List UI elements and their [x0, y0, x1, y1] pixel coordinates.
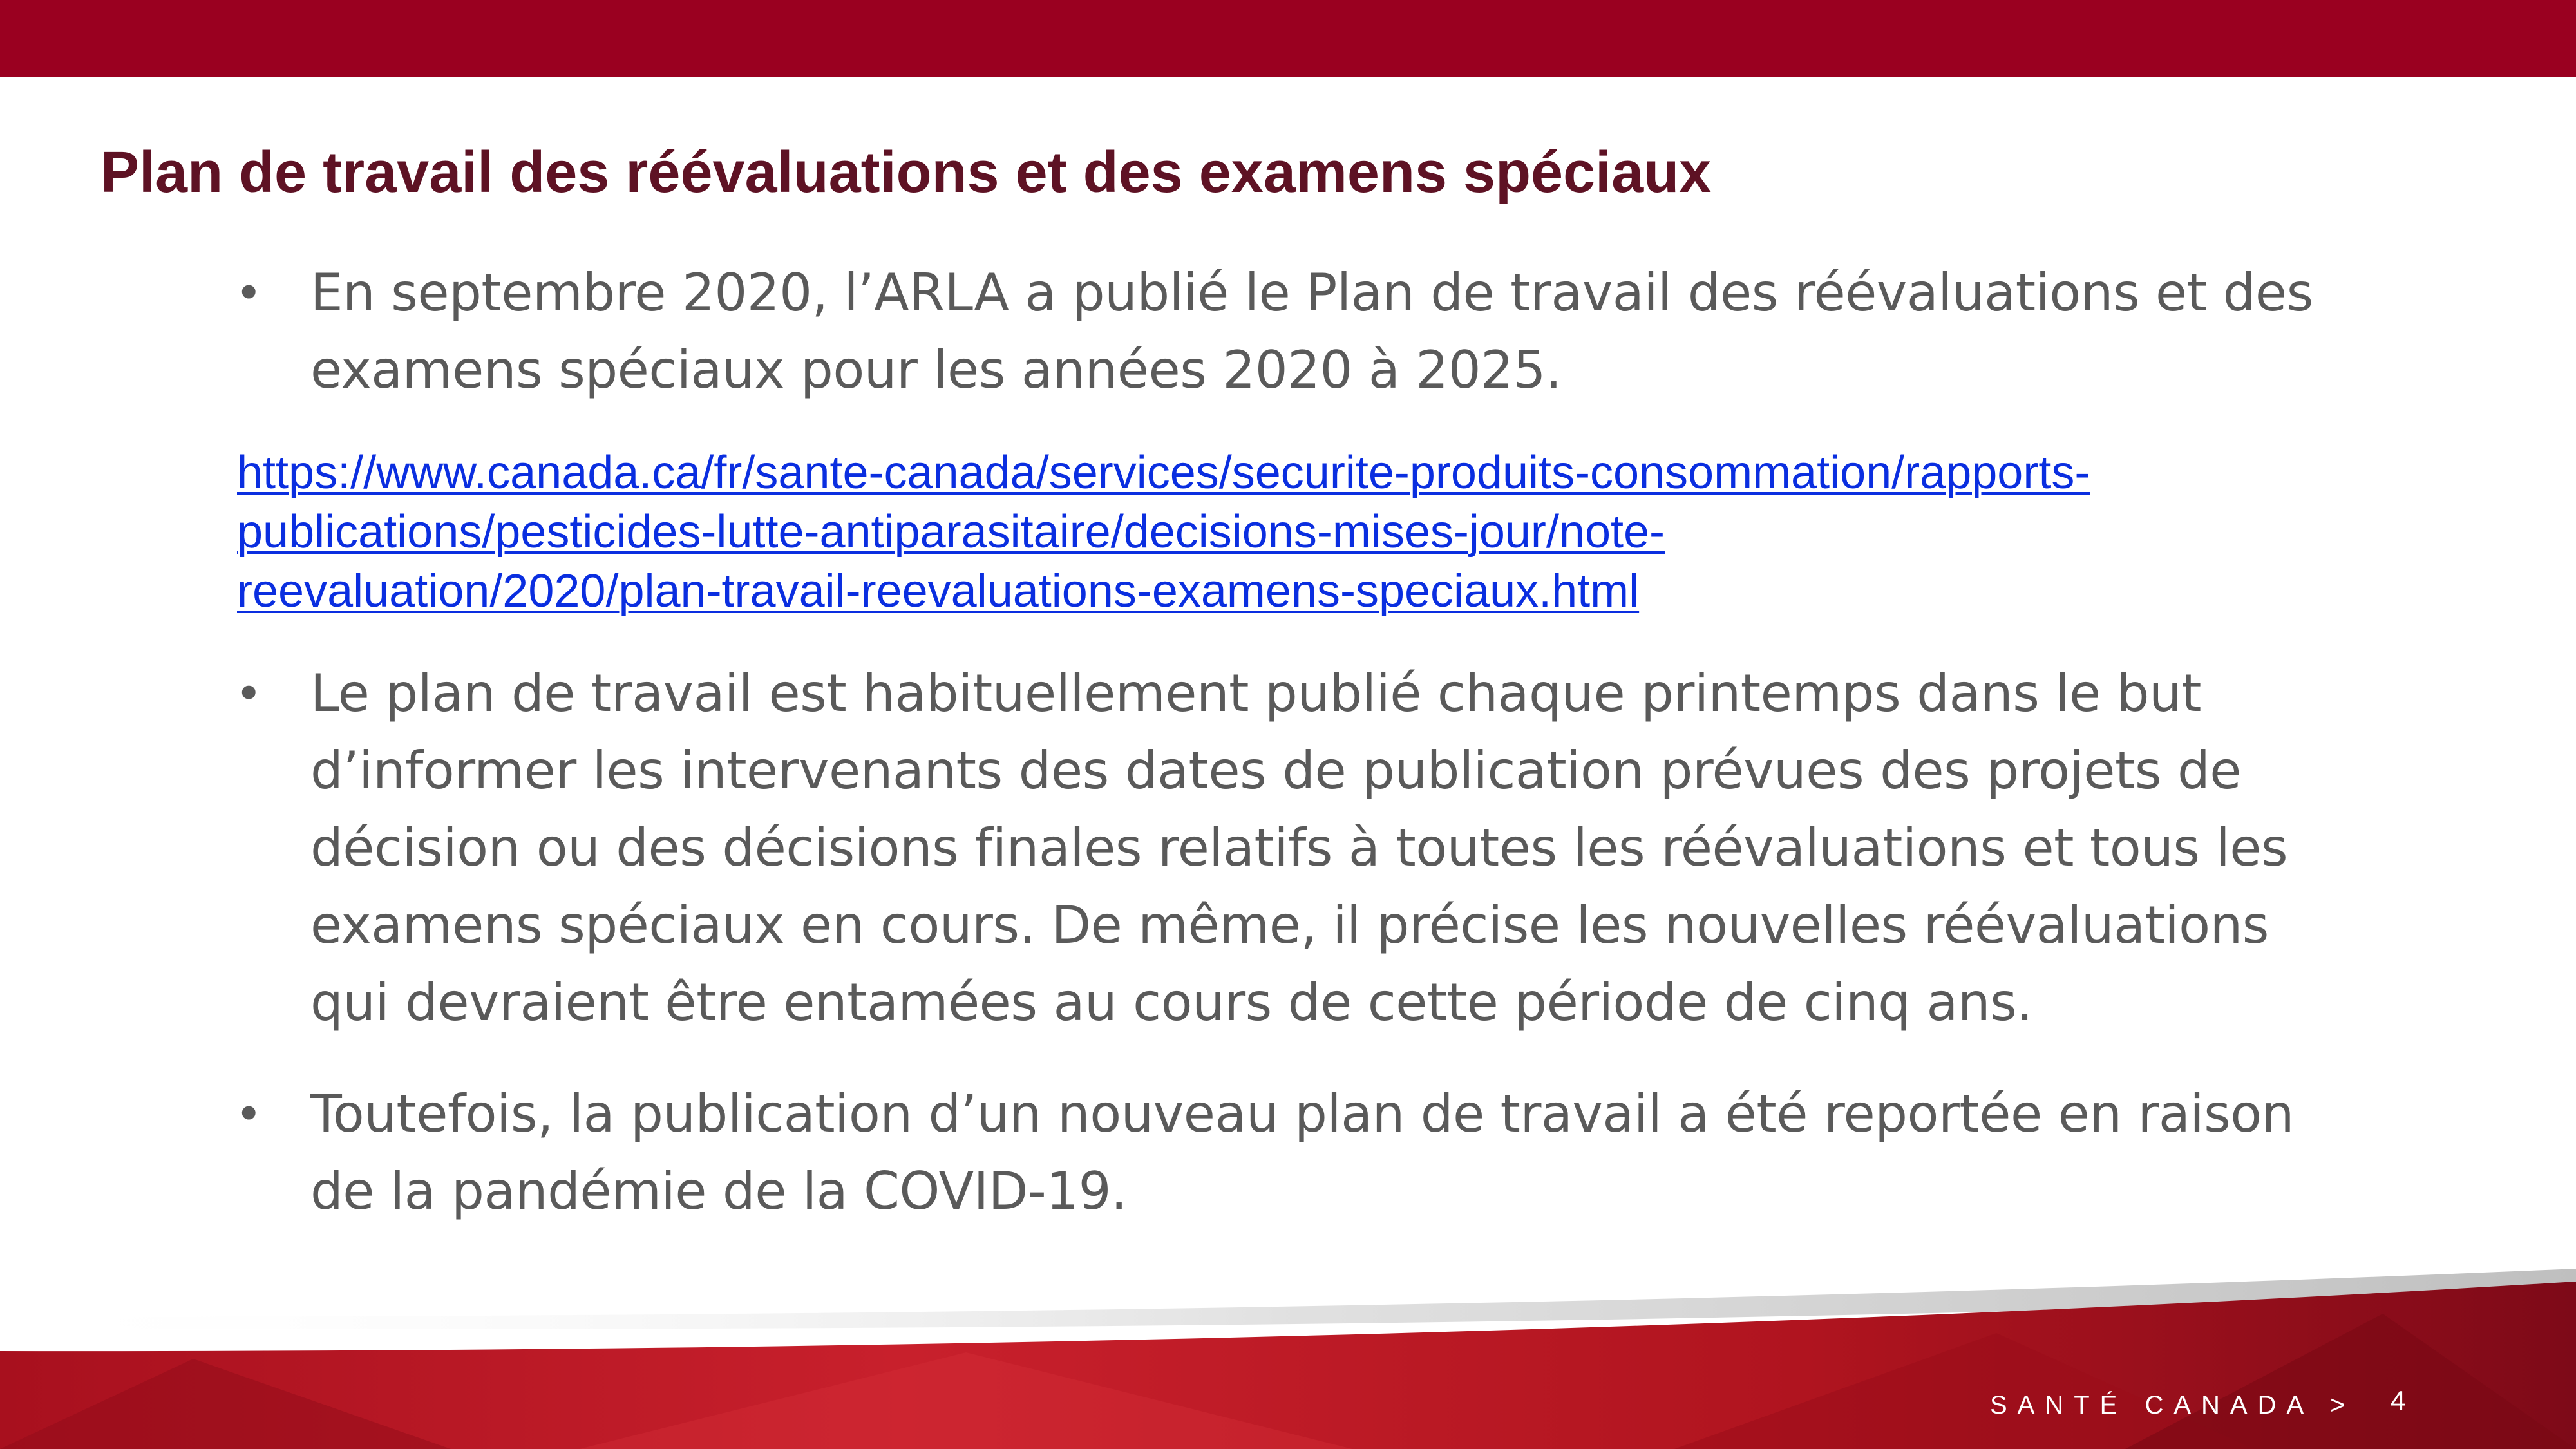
- top-banner: [0, 0, 2576, 77]
- bullet-icon: •: [235, 1087, 263, 1141]
- work-plan-link[interactable]: [237, 443, 2362, 621]
- bullet-line: examens spéciaux pour les années 2020 à 2025.: [310, 340, 1562, 400]
- bullet-line: Le plan de travail est habituellement publié chaque printemps dans le but: [310, 663, 2202, 723]
- bullet-icon: •: [235, 266, 263, 320]
- bullet-line: qui devraient être entamées au cours de cette période de cinq ans.: [310, 972, 2033, 1032]
- link-line[interactable]: reevaluation/2020/plan-travail-reevaluations-examens-speciaux.html: [237, 565, 1640, 617]
- bullet-line: d’informer les intervenants des dates de publication prévues des projets de: [310, 741, 2241, 800]
- footer-brand-text: SANTÉ CANADA >: [1990, 1391, 2356, 1419]
- bullet-line: En septembre 2020, l’ARLA a publié le Plan de travail des réévaluations et des: [310, 263, 2313, 323]
- page-number: 4: [2391, 1385, 2406, 1416]
- footer-wave-art: [0, 1256, 2576, 1449]
- link-line[interactable]: publications/pesticides-lutte-antiparasitaire/decisions-mises-jour/note-: [237, 506, 1665, 558]
- bullet-item-3: [235, 1075, 2383, 1230]
- bullet-item-2: [235, 655, 2383, 1041]
- bullet-line: examens spéciaux en cours. De même, il précise les nouvelles réévaluations: [310, 895, 2269, 955]
- bullet-line: Toutefois, la publication d’un nouveau plan de travail a été reportée en raison: [310, 1084, 2294, 1144]
- bullet-line: décision ou des décisions finales relatifs à toutes les réévaluations et tous les: [310, 818, 2288, 878]
- slide-title: Plan de travail des réévaluations et des examens spéciaux: [100, 140, 1712, 205]
- bullet-item-1: [235, 254, 2383, 409]
- bullet-line: de la pandémie de la COVID-19.: [310, 1161, 1127, 1221]
- link-line[interactable]: https://www.canada.ca/fr/sante-canada/services/securite-produits-consommation/rapports-: [237, 447, 2090, 498]
- bullet-icon: •: [235, 667, 263, 721]
